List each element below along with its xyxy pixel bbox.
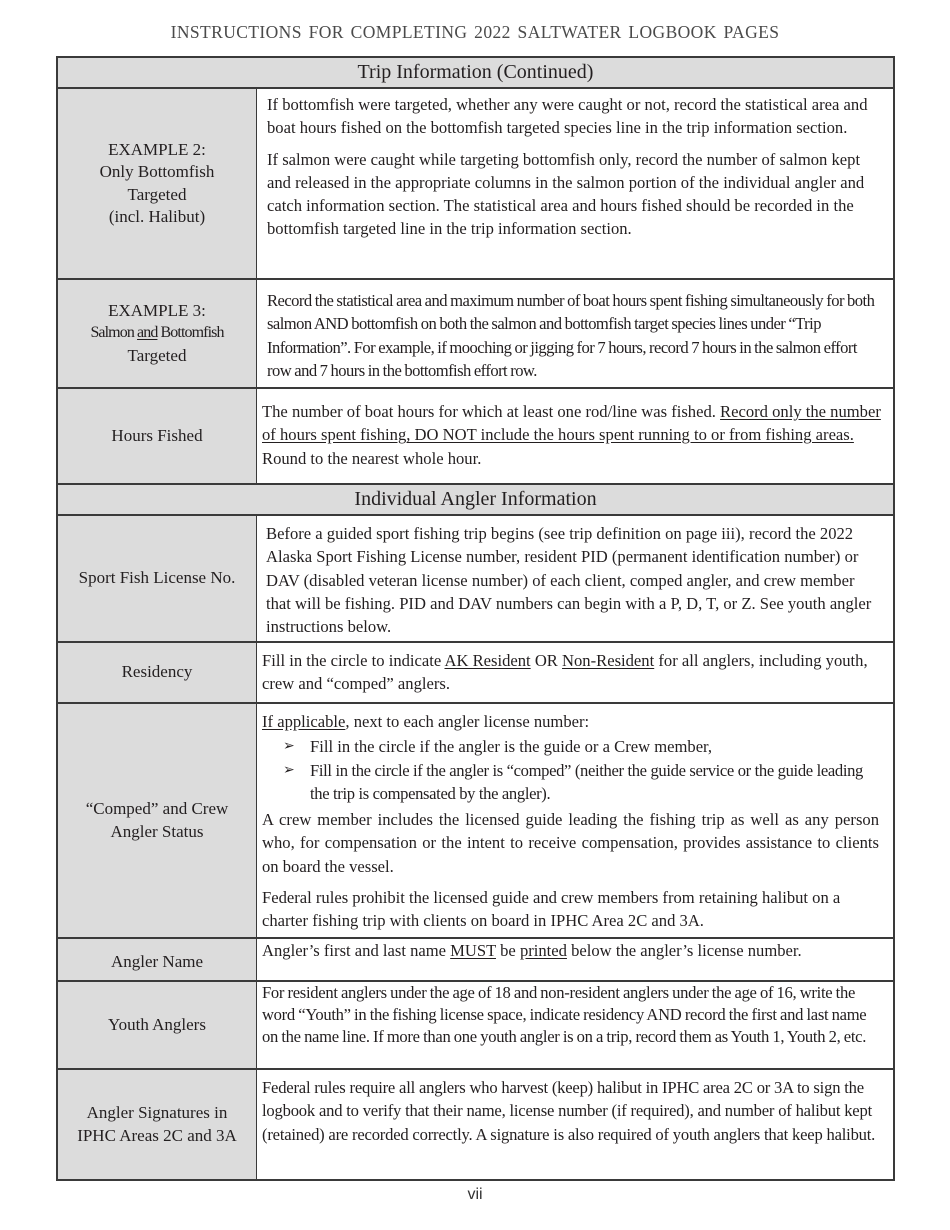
row-description: [257, 389, 893, 483]
paragraph: [262, 400, 883, 470]
paragraph: For resident anglers under the age of 18 and non-resident anglers under the age of 16, write the word “Youth” in the fishing license space, indicate residency AND record the first and last name on the name line. If more than one youth angler is on a trip, record them as Youth 1, Youth 2, etc.: [262, 983, 867, 1046]
label-line: Angler Status: [110, 821, 204, 841]
text: Angler’s first and last name: [262, 941, 451, 960]
row-comped-crew-status: [58, 704, 893, 939]
row-label: [58, 704, 257, 937]
bullet-list: [262, 735, 879, 805]
row-description: [257, 516, 893, 641]
arrowhead-bullet-icon: ➢: [283, 739, 295, 755]
row-label: [58, 516, 257, 641]
row-example-2: [58, 89, 893, 280]
paragraph: [262, 939, 883, 962]
row-label: [58, 1070, 257, 1179]
label-text: Bottomfish: [157, 324, 224, 342]
label-line: IPHC Areas 2C and 3A: [77, 1125, 237, 1145]
row-description: [257, 939, 893, 980]
section-header-individual-angler-information: Individual Angler Information: [58, 485, 893, 516]
label-line: Residency: [121, 662, 193, 682]
label-line: Youth Anglers: [108, 1014, 206, 1034]
label-line: Angler Signatures in: [86, 1103, 228, 1122]
text: be: [495, 941, 520, 960]
arrowhead-bullet-icon: ➢: [283, 762, 295, 778]
list-item: [283, 759, 879, 806]
underlined-text: Record only the number of hours spent fishing, DO NOT include the hours spent running to or from fishing areas.: [262, 402, 881, 445]
page-title: INSTRUCTIONS FOR COMPLETING 2022 SALTWATER LOGBOOK PAGES: [170, 22, 780, 42]
section-header-trip-information: Trip Information (Continued): [58, 58, 893, 89]
list-item: [283, 735, 879, 758]
row-description: [257, 704, 893, 937]
underlined-text: AK Resident: [444, 651, 531, 670]
row-label: [58, 389, 257, 483]
paragraph: A crew member includes the licensed guide leading the fishing trip as well as any person who, for compensation or the intent to receive compensation, provides assistance to clients on board the vessel.: [262, 810, 879, 876]
paragraph: Record the statistical area and maximum number of boat hours spent fishing simultaneously for both salmon AND bottomfish on both the salmon and bottomfish target species lines under “Trip Information”. For example, if mooching or jigging for 7 hours, record 7 hours in the salmon effort row and 7 hours in the bottomfish effort row.: [267, 291, 875, 380]
label-line: Targeted: [127, 345, 187, 365]
paragraph: Before a guided sport fishing trip begins (see trip definition on page iii), record the 2022 Alaska Sport Fishing License number, resident PID (permanent identification number) or DAV (disabled veteran license number) of each client, comped angler, and crew member that will be fishing. PID and DAV numbers can begin with a P, D, T, or Z. See youth angler instructions below.: [266, 524, 872, 637]
row-angler-signatures: [58, 1070, 893, 1179]
text: , next to each angler license number:: [345, 712, 590, 731]
label-line: Only Bottomfish: [99, 162, 215, 181]
row-description: [257, 1070, 893, 1179]
label-line: [90, 322, 223, 345]
text: OR: [530, 651, 563, 670]
text: The number of boat hours for which at least one rod/line was fished.: [262, 402, 721, 421]
row-label: [58, 280, 257, 387]
row-example-3: [58, 280, 893, 389]
list-item-text: Fill in the circle if the angler is the guide or a Crew member,: [310, 737, 713, 757]
list-item-text: Fill in the circle if the angler is “comped” (neither the guide service or the guide leading the trip is compensated by the angler).: [310, 760, 863, 803]
row-angler-name: [58, 939, 893, 982]
row-label: [58, 939, 257, 980]
row-description: [257, 89, 893, 278]
row-youth-anglers: [58, 982, 893, 1070]
label-line: Sport Fish License No.: [78, 568, 236, 588]
instructions-table: [56, 56, 895, 1181]
underlined-text: If applicable: [262, 712, 346, 731]
label-text: Salmon: [90, 324, 138, 342]
label-line: (incl. Halibut): [108, 207, 206, 226]
paragraph: If salmon were caught while targeting bottomfish only, record the number of salmon kept and released in the appropriate columns in the salmon portion of the individual angler and catch information section. The statistical area and hours fished should be recorded in the bottomfish targeted line in the trip information section.: [267, 149, 865, 239]
text: for all anglers, including youth, crew and “comped” anglers.: [262, 651, 868, 694]
label-underlined-text: and: [137, 324, 158, 342]
paragraph: Federal rules prohibit the licensed guide and crew members from retaining halibut on a charter fishing trip with clients on board in IPHC Area 2C and 3A.: [262, 888, 841, 931]
label-line: EXAMPLE 3:: [108, 300, 206, 320]
row-description: [257, 643, 893, 702]
text: below the angler’s license number.: [566, 941, 802, 960]
underlined-text: printed: [519, 941, 567, 960]
row-residency: [58, 643, 893, 704]
row-label: [58, 982, 257, 1068]
label-line: Angler Name: [110, 952, 204, 972]
text: Round to the nearest whole hour.: [262, 448, 482, 468]
paragraph: [262, 649, 883, 696]
row-hours-fished: [58, 389, 893, 485]
label-line: “Comped” and Crew: [85, 799, 229, 818]
paragraph: [262, 710, 879, 733]
label-line: Targeted: [127, 184, 187, 204]
label-line: Hours Fished: [111, 425, 203, 445]
underlined-text: Non-Resident: [562, 651, 655, 670]
text: Fill in the circle to indicate: [262, 651, 445, 670]
paragraph: Federal rules require all anglers who harvest (keep) halibut in IPHC area 2C or 3A to sign the logbook and to verify that their name, license number (if required), and number of halibut kept (retained) are recorded correctly. A signature is also required of youth anglers that keep halibut.: [262, 1078, 876, 1144]
paragraph: If bottomfish were targeted, whether any were caught or not, record the statistical area and boat hours fished on the bottomfish targeted species line in the trip information section.: [267, 95, 868, 138]
row-label: [58, 643, 257, 702]
row-description: [257, 982, 893, 1068]
underlined-text: MUST: [450, 941, 496, 960]
row-description: [257, 280, 893, 387]
row-sport-fish-license: [58, 516, 893, 643]
label-line: EXAMPLE 2:: [108, 139, 206, 159]
page-number: vii: [467, 1186, 483, 1203]
row-label: [58, 89, 257, 278]
